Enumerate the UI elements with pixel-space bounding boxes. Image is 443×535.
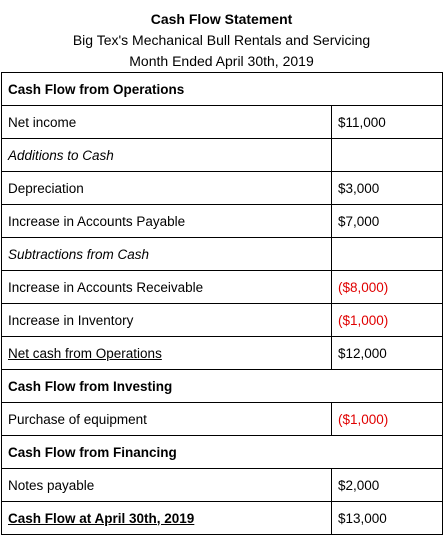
subheading-label: Additions to Cash: [2, 139, 332, 172]
row-value-negative: ($8,000): [332, 271, 443, 304]
section-row-investing: [2, 370, 443, 403]
table-row: [2, 403, 443, 436]
statement-title: Cash Flow Statement: [150, 11, 293, 27]
row-value: $3,000: [332, 172, 443, 205]
section-label: Cash Flow from Operations: [2, 73, 443, 106]
row-value-negative: ($1,000): [332, 304, 443, 337]
section-label: Cash Flow from Investing: [2, 370, 443, 403]
subtotal-row: [2, 337, 443, 370]
statement-period: Month Ended April 30th, 2019: [129, 53, 314, 69]
row-value: $7,000: [332, 205, 443, 238]
row-label: Purchase of equipment: [2, 403, 332, 436]
row-label: Increase in Accounts Payable: [2, 205, 332, 238]
row-value: [332, 139, 443, 172]
subtotal-label: Net cash from Operations: [8, 345, 162, 361]
total-row: [2, 502, 443, 535]
table-row: [2, 304, 443, 337]
subheading-row-additions: [2, 139, 443, 172]
table-row: [2, 172, 443, 205]
total-value: $13,000: [332, 502, 443, 535]
row-label: Increase in Inventory: [2, 304, 332, 337]
cash-flow-table: [1, 72, 443, 535]
row-label: Increase in Accounts Receivable: [2, 271, 332, 304]
row-label: Depreciation: [2, 172, 332, 205]
company-name: Big Tex's Mechanical Bull Rentals and Servicing: [72, 32, 371, 48]
subtotal-value: $12,000: [332, 337, 443, 370]
subheading-row-subtractions: [2, 238, 443, 271]
table-row: [2, 106, 443, 139]
row-label: Net income: [2, 106, 332, 139]
row-value-negative: ($1,000): [332, 403, 443, 436]
row-label: Notes payable: [2, 469, 332, 502]
statement-header: [0, 0, 443, 70]
section-label: Cash Flow from Financing: [2, 436, 443, 469]
subheading-label: Subtractions from Cash: [2, 238, 332, 271]
row-value: [332, 238, 443, 271]
section-row-financing: [2, 436, 443, 469]
total-label: Cash Flow at April 30th, 2019: [8, 510, 195, 526]
table-row: [2, 271, 443, 304]
row-value: $2,000: [332, 469, 443, 502]
table-row: [2, 469, 443, 502]
row-value: $11,000: [332, 106, 443, 139]
table-row: [2, 205, 443, 238]
section-row-operations: [2, 73, 443, 106]
